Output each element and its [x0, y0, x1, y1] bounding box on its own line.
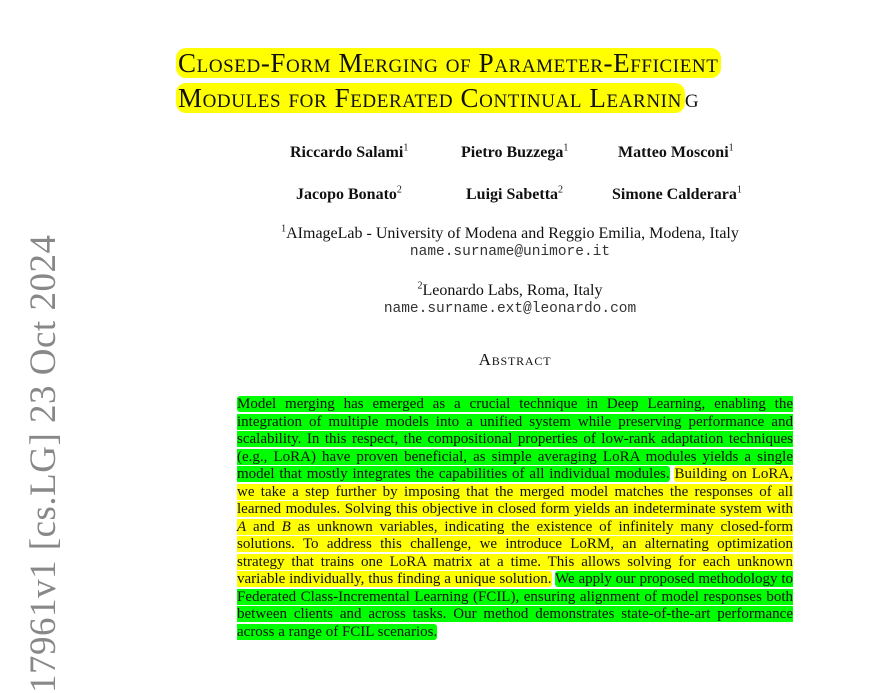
paper-title — [176, 46, 866, 116]
author-name: Riccardo Salami$^1$ — [290, 142, 409, 161]
affiliation-email: name.surname.ext@leonardo.com — [383, 301, 637, 317]
abstract-segment-2: Building on LoRA, we take a step further by imposing that the merged model matches the responses of all learned modules. Solving this objective in closed form yields an indeterminate system with A and B as unknown variables, indicating the existence of infinitely many closed-form solutions. To address this challenge, we introduce LoRM, an alternating optimization strategy that trains one LoRA matrix at a time. This allows solving for each unknown variable individually, thus finding a unique solution. — [237, 466, 794, 587]
title-line-1: Closed-Form Merging of Parameter-Efficient — [176, 48, 721, 78]
affiliation: $^2$Leonardo Labs, Roma, Italy — [417, 280, 603, 299]
abstract-segment-1: Model merging has emerged as a crucial technique in Deep Learning, enabling the integration of multiple models into a unified system while preserving performance and scalability. In this respect, the compositional properties of low-rank adaptation techniques (e.g., LoRA) have proven beneficial, as simple averaging LoRA modules yields a single model that mostly integrates the capabilities of all individual modules. — [237, 396, 793, 482]
author-name: Jacopo Bonato$^2$ — [296, 184, 402, 203]
abstract-segment-3: We apply our proposed methodology to Federated Class-Incremental Learning (FCIL), ensuring alignment of model responses both between clients and across tasks. Our method demonstrates state-of-the-art performance across a range of FCIL scenarios. — [237, 571, 794, 640]
arxiv-stamp: 17961v1 [cs.LG] 23 Oct 2024 — [23, 234, 64, 693]
affiliation-email: name.surname@unimore.it — [409, 244, 611, 260]
abstract-heading: Abstract — [478, 350, 552, 369]
affiliation: $^1$AImageLab - University of Modena and Reggio Emilia, Modena, Italy — [281, 223, 739, 242]
author-name: Luigi Sabetta$^2$ — [466, 184, 564, 203]
author-name: Pietro Buzzega$^1$ — [461, 142, 569, 161]
abstract-body — [237, 396, 793, 641]
author-name: Matteo Mosconi$^1$ — [618, 142, 734, 161]
title-line-2-tail: g — [684, 83, 700, 113]
title-line-2: Modules for Federated Continual Learnin — [176, 83, 685, 113]
author-name: Simone Calderara$^1$ — [612, 184, 742, 203]
